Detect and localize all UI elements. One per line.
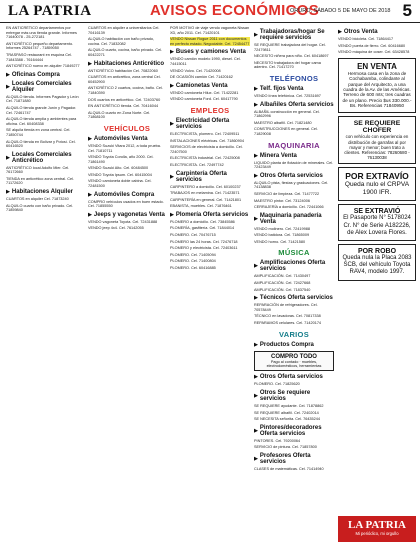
ad-item: VENDO camioneta Hilux. Cel. 71422281	[170, 90, 239, 95]
issue-date: ORURO, SÁBADO 5 DE MAYO DE 2018	[290, 8, 391, 14]
ad-item: VENDO línea telefónica. Cel. 72531697	[254, 93, 321, 98]
ad-item: VENDO camioneta doble cabina. Cel. 72481500	[88, 179, 152, 189]
ad-item: INSTALACIONES eléctricas. Cel. 71860904	[170, 138, 245, 143]
category-label: Profesores Oferta servicios	[259, 453, 311, 465]
ad-item: REPARAMOS celulares. Cel. 71420174	[254, 321, 322, 326]
ad-item: SE REQUIERE ayudante. Cel. 71878862	[254, 404, 324, 409]
category-label: Habitaciones Anticrético	[93, 60, 164, 67]
ad-item: NECESITO niñera para niño. Cel. 60418697	[254, 54, 329, 59]
category-label: Pintores/decoradores Oferta servicios	[259, 424, 322, 437]
arrow-icon: ▶	[6, 83, 10, 90]
category-label: Trabajadoras/hogar Se requiere servicios	[259, 29, 325, 41]
ad-item: SERVICIO de pintura. Cel. 71857800	[254, 445, 317, 450]
ad-item: AMPLIFICACIÓN. Cel. 71430497	[254, 274, 311, 279]
category-header-minera	[254, 153, 334, 159]
ad-item: LIQUIDO planta de flotación de minerales. Cel. 72423449	[254, 160, 334, 170]
ad-item: VENDO vagoneta Toyota. Cel. 72431888	[88, 219, 158, 224]
ad-item: VENDO bicicleta. Cel. 71864417	[338, 37, 394, 41]
ad-item: SE alquila tienda en zona central. Cel. 71850744	[6, 128, 71, 137]
arrow-icon: ▶	[254, 32, 258, 38]
ad-item: TIENDA en anticrético zona central. Cel. 71172620	[6, 176, 74, 186]
ad-item: ALBAÑIL construcción en general. Cel. 71862996	[254, 109, 320, 119]
ad-item: ALQUILO tienda amplia y ambientes para oficina. Cel. 60408338	[6, 117, 77, 126]
ad-item: TRASPASO restaurant en esquina Cel. 71843388 - 76164444	[6, 52, 72, 62]
category-label: Otros Oferta servicios	[259, 374, 323, 381]
ad-item: SE REQUIERE trabajadora del hogar. Cel. 72479811	[254, 43, 326, 52]
newspaper-logo: LA PATRIA	[8, 3, 92, 19]
category-label: Maquinaria panadería Venta	[259, 212, 322, 225]
category-header-amplificaciones	[254, 260, 334, 272]
page-number: 5	[402, 1, 412, 20]
category-header-habitaciones	[6, 189, 84, 195]
compro-todo-box	[254, 351, 334, 372]
arrow-icon: ▶	[170, 173, 174, 180]
category-header-albaniles	[254, 102, 334, 108]
category-label: Minera Venta	[259, 152, 297, 159]
arrow-icon: ▶	[88, 60, 92, 67]
se-extravio-body: El Pasaporte N° 5178024 Cr. N° de Serie A182226, de Alex Lovera Flores.	[343, 215, 411, 236]
ad-item: VENDO molinero. Cel. 72419988	[254, 226, 310, 231]
category-label: Locales Comerciales Anticrético	[11, 151, 72, 164]
category-header-locales-anticretico	[6, 152, 84, 164]
ad-item: MAESTRO albañil. Cel. 71821480	[254, 120, 312, 125]
column-1	[6, 26, 84, 540]
ad-item: VENDO Toyota Ipsum. Cel. 60415004	[88, 172, 152, 177]
arrow-icon: ▶	[6, 189, 10, 196]
ad-item: ALQUILO cuarto, cocina, baño privado. Cel. 60422271	[88, 48, 163, 57]
category-label: Automóviles Compra	[93, 191, 155, 198]
category-header-electricidad	[170, 118, 250, 130]
category-label: Otros Venta	[343, 29, 378, 35]
ad-item: PLOMERO. Cel. 71405094	[170, 252, 216, 257]
category-label: Locales Comerciales Alquiler	[11, 80, 72, 93]
por-extravio-body: Queda nulo el CRPVA 1900 IFR.	[344, 181, 410, 197]
category-label: Otros Oferta servicios	[259, 172, 323, 179]
se-extravio-box	[338, 204, 416, 241]
ad-item: ALQUILO habitación con baño privado, cocina. Cel. 71832082	[88, 37, 155, 46]
por-extravio-box	[338, 167, 416, 201]
ad-item: ANTICRÉTICO local Adolfo Mier. Cel. 76172660	[6, 165, 70, 175]
ad-item: ALQUILO cuarto con baño privado. Cel. 71859840	[6, 203, 74, 213]
category-header-pintores	[254, 425, 334, 437]
ad-item: ELECTRICISTA, plomero. Cel. 72409511	[170, 131, 240, 136]
category-header-habitaciones-anticretico	[88, 61, 166, 67]
arrow-icon: ▶	[254, 172, 258, 179]
ad-item: PINTORES. Cel. 79200064	[254, 438, 301, 443]
ad-item: ANTICRÉTICO pequeño departamento. Informes 25264747 - 71859050	[6, 41, 74, 51]
ad-item: PLOMERO. Cel. 70476715	[170, 233, 216, 238]
category-header-se-requiere	[254, 390, 334, 402]
ad-item: VENDO camión modelo 1990, diesel. Cel. 74415011	[170, 57, 241, 66]
ad-item: EN ANTICRÉTICO departamentos por entregar más una tienda grande. Informes 71640078 - 25-272181	[6, 26, 77, 40]
ad-item: TÉCNICO en lavadoras. Cel. 70817338	[254, 314, 321, 319]
arrow-icon: ▶	[254, 215, 258, 222]
category-header-panaderia	[254, 213, 334, 225]
category-label: Habitaciones Alquiler	[11, 189, 73, 196]
ad-item: DE OCASIÓN camión Cel. 71420162	[170, 75, 233, 80]
band-vehiculos: VEHÍCULOS	[103, 123, 151, 133]
arrow-icon: ▶	[254, 456, 258, 462]
ad-item: CUARTOS en alquiler Cel. 71873240	[6, 197, 69, 202]
category-header-otros	[254, 374, 334, 380]
category-header-buses	[170, 49, 250, 55]
category-header-automoviles-venta	[88, 136, 166, 142]
arrow-icon: ▶	[88, 211, 92, 218]
category-label: Amplificaciones Oferta servicios	[259, 260, 326, 273]
ad-item: PLOMERO y electricista. Cel. 72403611	[170, 246, 238, 251]
ad-item: ALQUILO tienda. Informes Pagador y León Cel. 71871880	[6, 94, 79, 104]
masthead	[0, 0, 420, 23]
ad-item: AMPLIFICACIÓN. Cel. 71837540	[254, 287, 311, 292]
ad-item: VENDO máquina de coser. Cel. 63428578	[338, 50, 410, 55]
ad-item: VENDO Volvo. Cel. 71420008	[170, 68, 221, 73]
compro-title: COMPRO TODO	[271, 353, 317, 360]
en-venta-title: EN VENTA	[357, 61, 397, 71]
ad-item: VENDO horno. Cel. 71421580	[254, 239, 306, 244]
category-label: Otros Se requiere servicios	[259, 390, 311, 403]
ad-item: PLOMERO a domicilio. Cel. 73845586	[170, 219, 235, 224]
category-label: Productos Compra	[259, 341, 314, 348]
column-2	[88, 26, 166, 540]
arrow-icon: ▶	[254, 263, 258, 270]
ad-item-highlighted: VENDO Nissan Rogue 2011 con documentos en perfecto estado. Negociable. Cel. 72454477	[170, 37, 250, 46]
category-label: Telf. fijos Venta	[259, 85, 304, 92]
category-header-telf	[254, 86, 334, 92]
por-extravio-title: POR EXTRAVÍO	[345, 171, 409, 182]
band-varios: VARIOS	[279, 329, 309, 339]
chofer-body: con vehículo con experiencia en distribución de garrafas al por mayor y menor; buen trato a clientes. Referencias: 78260680 - 76130038	[344, 134, 410, 161]
category-header-trabajadoras	[254, 29, 334, 41]
ad-item: ALQUILO cuarto en Zona Norte. Cel. 71868100	[88, 110, 151, 120]
ad-item: AMPLIFICACIÓN. Cel. 72427668	[254, 281, 311, 286]
arrow-icon: ▶	[170, 82, 174, 89]
ad-item: REPARACIÓN de refrigeradores. Cel. 70578449	[254, 303, 318, 312]
category-label: Albañiles Oferta servicios	[259, 101, 334, 108]
footer-logo: LA PATRIA	[348, 519, 406, 531]
column-5	[338, 26, 416, 540]
footer-slogan: Mi periódico, mi orgullo	[355, 531, 399, 536]
ad-item: SERVICIO de limpieza. Cel. 71477722	[254, 191, 320, 196]
ad-item: ALQUILO pista, fiestas y graduaciones. Cel. 74138838	[254, 180, 329, 190]
ad-item: CONSTRUCCIONES en general. Cel. 71829008	[254, 127, 318, 136]
ad-item: TRABAJOS en melamina. Cel. 71423571	[170, 191, 240, 196]
ad-item: ANTICRÉTICO habitación Cel. 70822060	[88, 68, 158, 73]
ad-item: CUARTOS en alquiler a universitarios Cel. 70416139	[88, 26, 160, 35]
category-header-automoviles-compra	[88, 192, 166, 198]
ad-item: POR MOTIVO de viaje vendo vagoneta Nissan XD, año 2011. Cel. 71420101	[170, 26, 250, 35]
band-maquinaria: MAQUINARIA	[268, 140, 320, 150]
compro-body: Pago al contado · muebles, electrodomésticos, herramientas	[266, 359, 322, 369]
category-header-locales-alquiler	[6, 81, 84, 93]
se-extravio-title: SE EXTRAVIÓ	[353, 208, 401, 216]
ad-item: COMPRO vehículos usados en buen estado. Cel. 71855550	[88, 199, 164, 209]
ad-item: PLOMERO. Cel. 71825620	[254, 382, 300, 387]
footer-banner	[338, 516, 416, 542]
ad-item: ELECTRICISTA industrial. Cel. 72425008	[170, 156, 240, 161]
arrow-icon: ▶	[254, 427, 258, 434]
ad-item: PLOMERO las 24 horas. Cel. 72476718	[170, 239, 238, 244]
ad-item: VENDO Suzuki Vitara 2012, a toda prueba. Cel. 71810711	[88, 143, 161, 153]
category-label: Camionetas Venta	[175, 82, 228, 89]
band-telefonos: TELÉFONOS	[269, 73, 319, 83]
category-label: Técnicos Oferta servicios	[259, 295, 333, 302]
ad-item: PLOMERO. Cel. 60416885	[170, 266, 216, 271]
ad-item: CUARTOS en anticrético, zona central Cel. 60452900	[88, 75, 161, 84]
category-label: Oficinas Compra	[11, 71, 60, 78]
arrow-icon: ▶	[254, 85, 258, 92]
chofer-box	[338, 116, 416, 165]
category-header-jeeps	[88, 212, 166, 218]
ad-item: VENDO puerta de fierro. Cel. 60416680	[338, 43, 406, 48]
ad-item: CARPINTERO a domicilio. Cel. 60100237	[170, 184, 241, 189]
arrow-icon: ▶	[254, 341, 258, 348]
category-header-tecnicos	[254, 295, 334, 301]
ad-item: CLASES de matemáticas. Cel. 71414940	[254, 467, 324, 471]
ad-item: SE NECESITA señorita. Cel. 76435244	[254, 417, 320, 422]
ad-item: EBANISTA, muebles. Cel. 71876461	[170, 204, 232, 209]
arrow-icon: ▶	[6, 154, 10, 161]
arrow-icon: ▶	[88, 135, 92, 142]
ad-item: VENDO camioneta Ford. Cel. 60417790	[170, 97, 238, 102]
ad-item: SE REQUIERE albañil. Cel. 72402014	[254, 410, 319, 415]
ad-item: VENDO Toyota Corolla, año 2000. Cel. 71861490	[88, 155, 154, 164]
category-label: Plomería Oferta servicios	[175, 211, 249, 218]
arrow-icon: ▶	[170, 120, 174, 127]
category-label: Carpintería Oferta servicios	[175, 170, 227, 183]
ad-item: ELECTRICISTA. Cel. 72497742	[170, 162, 224, 167]
category-header-plomeria	[170, 212, 250, 218]
ad-item: CARPINTERÍA en general. Cel. 71421801	[170, 197, 242, 202]
ad-item: SERVICIOS de electricista a domicilio. Cel. 72407500	[170, 145, 243, 154]
category-label: Automóviles Venta	[93, 135, 148, 142]
arrow-icon: ▶	[254, 393, 258, 400]
ad-item: NECESITO trabajadora del hogar cama adentro. Cel. 71417270	[254, 60, 321, 70]
arrow-icon: ▶	[338, 29, 342, 35]
arrow-icon: ▶	[254, 374, 258, 381]
por-robo-box	[338, 244, 416, 281]
ad-item: ANTICRÉTICO nuevo en alquiler 71849277	[6, 64, 80, 69]
ad-item: VENDO batidora. Cel. 71865009	[254, 233, 310, 238]
por-robo-body: Queda nula la Placa 2083 SCB, del vehículo Toyota RAV4, modelo 1997.	[342, 255, 412, 276]
en-venta-box	[338, 58, 416, 113]
category-header-otros-oferta	[254, 173, 334, 179]
arrow-icon: ▶	[254, 295, 258, 302]
arrow-icon: ▶	[88, 191, 92, 198]
ad-item: DOS cuartos en anticrético. Cel. 72403760	[88, 97, 161, 102]
arrow-icon: ▶	[170, 211, 174, 218]
ad-item: VENDO jeep 4x4. Cel. 76142055	[88, 226, 144, 231]
en-venta-body: Hermosa casa en la zona de Cochabamba, colindante al parque del Arquitecto, a una cuadra de la Av. de las Américas. Terreno de 600 mts; tres cuadras de un plano. Precio $us 330.000.- Bs. Referencias 71840950	[342, 70, 412, 109]
chofer-title: SE REQUIERE CHOFER	[353, 119, 401, 135]
arrow-icon: ▶	[6, 71, 10, 78]
ad-item: ALQUILO tienda grande Junín y Pagador. Cel. 72461747	[6, 105, 77, 115]
ad-item: ALQUILO tienda en Bolívar y Potosí. Cel. 60416520	[6, 139, 76, 149]
arrow-icon: ▶	[170, 49, 174, 56]
ad-item: ANTICRÉTICO 2 cuartos, cocina, baño. Cel. 71840390	[88, 86, 163, 95]
category-header-otros-venta	[338, 29, 416, 35]
band-empleos: EMPLEOS	[190, 105, 230, 115]
column-4	[254, 26, 334, 540]
por-robo-title: POR ROBO	[357, 248, 397, 256]
column-3	[170, 26, 250, 540]
category-label: Buses y camiones Venta	[175, 49, 246, 56]
category-label: Electricidad Oferta servicios	[175, 117, 230, 130]
ad-item: MAESTRO pintor. Cel. 73124006	[254, 198, 310, 203]
ad-item: PLOMERO. Cel. 71400804	[170, 259, 216, 264]
ad-item: VENDO Suzuki Alto. Cel. 60484500	[88, 166, 149, 171]
ad-item: PLOMERÍA, gasfitería. Cel. 71844014	[170, 226, 235, 231]
category-header-productos	[254, 342, 334, 348]
ad-item: EN ANTICRÉTICO tienda. Cel. 70416044	[88, 104, 159, 109]
ad-item: CERRAJERÍA a domicilio. Cel. 72441066	[254, 205, 324, 210]
category-header-carpinteria	[170, 171, 250, 183]
arrow-icon: ▶	[254, 152, 258, 159]
category-header-profesores	[254, 453, 334, 465]
arrow-icon: ▶	[254, 101, 258, 108]
band-musica: MÚSICA	[278, 248, 310, 258]
category-header-camionetas	[170, 83, 250, 89]
category-header-oficinas	[6, 72, 84, 78]
category-label: Jeeps y vagonetas Venta	[93, 211, 165, 218]
section-title: AVISOS ECONÓMICOS	[150, 2, 320, 19]
